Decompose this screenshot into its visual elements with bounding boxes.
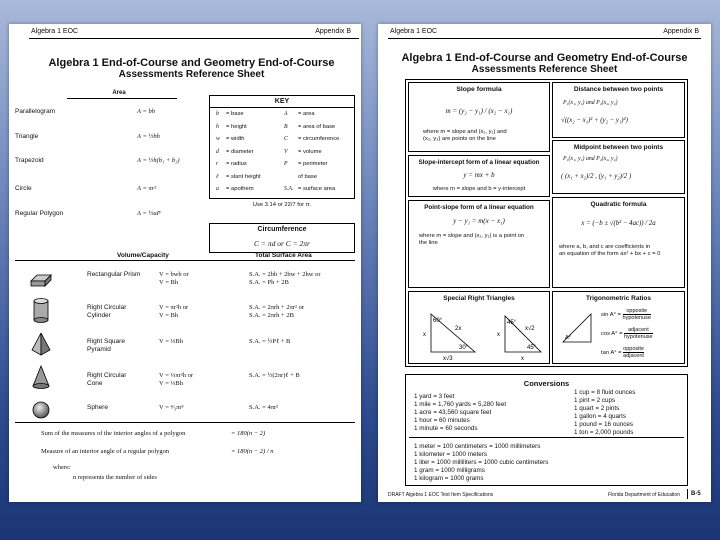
special-triangles-heading: Special Right Triangles	[443, 295, 515, 302]
area-formula: A = πr²	[137, 185, 157, 192]
slope-formula-box	[408, 82, 550, 152]
key-cell: P	[284, 161, 288, 167]
key-cell: = width	[226, 136, 245, 142]
conversion-line: 1 pint = 2 cups	[574, 397, 616, 404]
cylinder-row	[9, 296, 354, 330]
trig-cos-num: adjacent	[624, 327, 652, 334]
volume-heading: Volume/Capacity	[117, 252, 169, 259]
key-cell: = diameter	[226, 148, 254, 155]
trig-sin-num: opposite	[623, 308, 651, 315]
distance-points: P₁(x₁, y₁) and P₂(x₂, y₂)	[563, 100, 618, 106]
key-cell: = slant height	[226, 173, 261, 180]
prism-name: Rectangular Prism	[87, 271, 141, 278]
key-cell: = circumference	[298, 136, 340, 142]
slope-heading: Slope formula	[456, 86, 502, 93]
conversions-box	[405, 374, 688, 486]
cylinder-icon	[27, 296, 55, 324]
key-box	[209, 95, 355, 199]
left-title-line2: Assessments Reference Sheet	[118, 69, 265, 80]
pyramid-name: Right Square Pyramid	[87, 338, 125, 353]
special-triangles-diagram	[413, 306, 547, 362]
circumference-box	[209, 223, 355, 253]
quadratic-note: where a, b, and c are coefficients in an equation of the form ax² + bx + c = 0	[559, 244, 661, 257]
key-cell: d	[216, 148, 219, 155]
distance-formula: √((x₂ − x₁)² + (y₂ − y₁)²)	[561, 117, 628, 124]
tri-label-45a: 45°	[507, 320, 517, 326]
point-slope-note: where m = slope and (x₁, y₁) is a point on the line	[419, 233, 525, 246]
key-cell: = volume	[298, 148, 322, 155]
midpoint-heading: Midpoint between two points	[573, 144, 664, 151]
trig-cos-den: hypotenuse	[624, 334, 653, 340]
pi-note: Use 3.14 or 22/7 for π.	[252, 202, 312, 208]
left-header-title: Algebra 1 EOC	[31, 28, 79, 35]
special-triangles-box	[408, 291, 550, 364]
cylinder-volume: V = πr²h or V = Bh	[159, 304, 189, 319]
key-cell: a	[216, 186, 219, 192]
trig-tan	[601, 346, 644, 359]
pyramid-volume: V = ⅓Bh	[159, 338, 183, 345]
polygon-where: where:	[53, 464, 71, 471]
key-cell: = area of base	[298, 123, 336, 130]
tri-label-x: x	[423, 332, 426, 338]
sphere-icon	[27, 396, 55, 424]
conversion-line: 1 mile = 1,760 yards = 5,280 feet	[414, 401, 507, 408]
circumference-heading: Circumference	[257, 226, 307, 233]
tri-label-45b: 45°	[527, 345, 537, 351]
right-header-appendix: Appendix B	[663, 28, 699, 35]
pyramid-surface: S.A. = ½Pℓ + B	[249, 338, 291, 345]
trig-angle-label: A°	[565, 335, 571, 341]
area-shape-name: Trapezoid	[15, 157, 44, 164]
cylinder-name: Right Circular Cylinder	[87, 304, 127, 319]
key-cell: B	[284, 123, 288, 130]
conversion-line: 1 quart = 2 pints	[574, 405, 620, 412]
sphere-surface: S.A. = 4πr²	[249, 404, 279, 411]
metric-conversion-line: 1 kilogram = 1000 grams	[414, 475, 484, 482]
area-formula: A = ½aP	[137, 210, 161, 217]
tri-label-2x: 2x	[455, 326, 462, 332]
area-shape-name: Circle	[15, 185, 32, 192]
conversion-line: 1 ton = 2,000 pounds	[574, 429, 634, 436]
sphere-volume: V = ⁴⁄₃πr³	[159, 404, 184, 411]
trig-tan-label: tan A° =	[601, 350, 622, 357]
key-cell: = base	[226, 111, 244, 117]
conversion-line: 1 pound = 16 ounces	[574, 421, 633, 428]
key-cell: = radius	[226, 161, 247, 167]
key-cell: b	[216, 111, 219, 117]
polygon-measure-formula: = 180(n − 2) / n	[231, 448, 274, 455]
conversion-line: 1 gallon = 4 quarts	[574, 413, 626, 420]
rectangular-prism-icon	[27, 263, 55, 291]
midpoint-box	[552, 140, 685, 194]
quadratic-heading: Quadratic formula	[590, 201, 647, 208]
conversions-divider	[409, 437, 684, 438]
tri-label-30: 30°	[459, 345, 469, 351]
area-heading: Area	[112, 90, 126, 96]
right-reference-page	[378, 24, 711, 502]
conversion-line: 1 acre = 43,560 square feet	[414, 409, 492, 416]
right-header-rule	[388, 38, 701, 39]
cone-icon	[27, 364, 55, 392]
pyramid-row	[9, 330, 354, 364]
quadratic-formula: x = (−b ± √(b² − 4ac)) / 2a	[581, 220, 656, 227]
volume-bottom-rule	[15, 422, 355, 423]
trig-cos	[601, 327, 653, 340]
conversion-line: 1 hour = 60 minutes	[414, 417, 470, 424]
trig-ratios-box	[552, 291, 685, 364]
area-formula: A = bh	[137, 108, 155, 115]
slope-intercept-box	[408, 155, 550, 197]
slope-intercept-heading: Slope-intercept form of a linear equation	[418, 159, 540, 166]
midpoint-points: P₁(x₁, y₁) and P₂(x₂, y₂)	[563, 156, 618, 162]
trig-tan-num: opposite	[623, 346, 644, 352]
slope-formula: m = (y₂ − y₁) / (x₂ − x₁)	[445, 107, 513, 115]
area-shape-name: Parallelogram	[15, 108, 56, 115]
key-cell: A	[284, 111, 288, 117]
right-title-line2: Assessments Reference Sheet	[471, 64, 618, 75]
sphere-name: Sphere	[87, 404, 108, 411]
left-reference-page	[9, 24, 361, 502]
area-formula: A = ½h(b₁ + b₂)	[137, 157, 180, 164]
area-formula: A = ½bh	[137, 133, 160, 140]
prism-surface: S.A. = 2bh + 2bw + 2hw or S.A. = Ph + 2B	[249, 271, 321, 286]
page-number: B-5	[691, 491, 701, 497]
area-shape-name: Regular Polygon	[15, 210, 64, 217]
polygon-n-note: n represents the number of sides	[73, 474, 157, 481]
right-page-title	[388, 52, 701, 76]
slope-note: where m = slope and (x₁, y₁) and (x₂, y₂) are points on the line	[423, 129, 507, 142]
midpoint-formula: ( (x₁ + x₂)/2 , (y₁ + y₂)/2 )	[561, 173, 632, 180]
quadratic-box	[552, 197, 685, 288]
conversion-line: 1 minute = 60 seconds	[414, 425, 478, 432]
distance-box	[552, 82, 685, 138]
cone-surface: S.A. = ½(2πr)ℓ + B	[249, 372, 300, 379]
tri-label-60: 60°	[433, 318, 443, 324]
metric-conversion-line: 1 gram = 1000 milligrams	[414, 467, 485, 474]
metric-conversion-line: 1 kilometer = 1000 meters	[414, 451, 487, 458]
point-slope-formula: y − y₁ = m(x − x₁)	[453, 217, 505, 225]
conversion-line: 1 yard = 3 feet	[414, 393, 455, 400]
trig-cos-label: cos A° =	[601, 331, 623, 338]
cone-volume: V = ⅓πr²h or V = ⅓Bh	[159, 372, 194, 387]
right-footer-left: DRAFT Algebra 1 EOC Test Item Specifications	[388, 492, 494, 498]
left-header-rule	[29, 38, 359, 39]
right-title-line1: Algebra 1 End-of-Course and Geometry End-of-Course	[401, 52, 688, 64]
key-cell: ℓ	[216, 173, 219, 180]
volume-heading-rule	[15, 260, 355, 261]
key-cell: of base	[298, 173, 318, 180]
slope-intercept-note: where m = slope and b = y-intercept	[432, 186, 526, 192]
slope-intercept-formula: y = mx + b	[463, 171, 495, 179]
cone-name: Right Circular Cone	[87, 372, 127, 387]
key-cell: = perimeter	[298, 161, 328, 167]
trig-sin-den: hypotenuse	[622, 315, 651, 321]
polygon-sum-text: Sum of the measures of the interior angles of a polygon	[41, 430, 186, 437]
circumference-formula: C = πd or C = 2πr	[254, 239, 310, 248]
trig-sin-label: sin A° =	[601, 312, 621, 319]
key-cell: C	[284, 136, 288, 142]
key-heading-rule	[210, 107, 354, 108]
area-shape-name: Triangle	[15, 133, 39, 140]
cylinder-surface: S.A. = 2πrh + 2πr² or S.A. = 2πrh + 2B	[249, 304, 305, 319]
polygon-sum-formula: = 180(n − 2)	[231, 430, 266, 437]
key-cell: w	[216, 136, 220, 142]
key-heading: KEY	[274, 98, 290, 105]
tri-label-xc: x	[521, 356, 524, 362]
key-cell: V	[284, 148, 288, 155]
tri-label-x-root3: x√3	[443, 356, 453, 362]
tri-label-xb: x	[497, 332, 500, 338]
polygon-measure-text: Measure of an interior angle of a regular polygon	[41, 448, 170, 455]
right-footer-right: Florida Department of Education	[608, 492, 680, 498]
trig-sin	[601, 308, 651, 321]
conversion-line: 1 cup = 8 fluid ounces	[574, 389, 636, 396]
tri-label-x-root2: x√2	[525, 326, 535, 332]
key-cell: = area	[298, 111, 315, 117]
point-slope-heading: Point-slope form of a linear equation	[424, 204, 534, 211]
key-cell: S.A.	[284, 186, 294, 192]
cone-row	[9, 364, 354, 398]
trig-tan-den: adjacent	[623, 353, 644, 359]
metric-conversion-line: 1 liter = 1000 milliliters = 1000 cubic centimeters	[414, 459, 549, 466]
key-cell: = surface area	[298, 186, 336, 192]
distance-heading: Distance between two points	[573, 86, 664, 93]
left-title-line1: Algebra 1 End-of-Course and Geometry End-of-Course	[48, 57, 335, 69]
key-cell: r	[216, 161, 219, 167]
sphere-row	[9, 396, 354, 430]
key-cell: = height	[226, 123, 247, 130]
footer-page-divider	[687, 489, 688, 499]
prism-volume: V = bwh or V = Bh	[159, 271, 189, 286]
conversions-heading: Conversions	[523, 379, 570, 388]
metric-conversion-line: 1 meter = 100 centimeters = 1000 millimeters	[414, 443, 541, 450]
key-cell: h	[216, 123, 219, 130]
surface-area-heading: Total Surface Area	[255, 252, 312, 259]
trig-heading: Trigonometric Ratios	[585, 295, 651, 302]
area-heading-rule	[67, 98, 177, 99]
point-slope-box	[408, 200, 550, 288]
trig-triangle-diagram	[557, 308, 597, 348]
left-page-title	[29, 57, 354, 81]
key-cell: = apothem	[226, 186, 254, 192]
left-header-appendix: Appendix B	[315, 28, 351, 35]
rectangular-prism-row	[9, 263, 354, 297]
pyramid-icon	[27, 330, 55, 358]
right-header-title: Algebra 1 EOC	[390, 28, 438, 35]
